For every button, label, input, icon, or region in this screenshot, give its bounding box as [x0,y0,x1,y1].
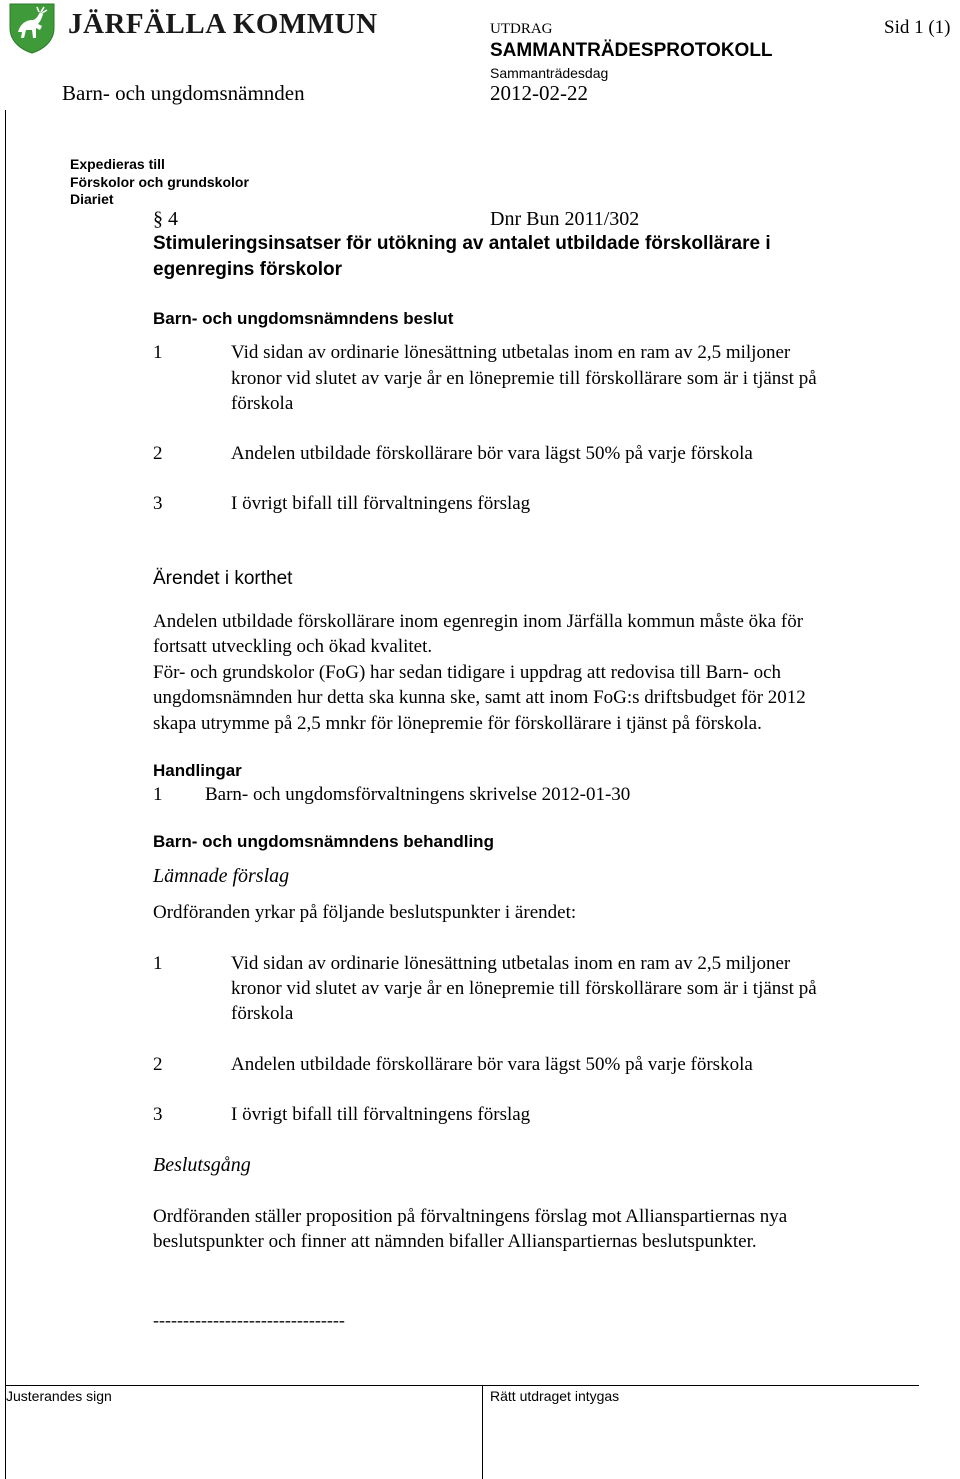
decision-point-text: I övrigt bifall till förvaltningens förslag [231,493,531,514]
decision-point-text: kronor vid slutet av varje år en lönepremie till förskollärare som är i tjänst på [231,368,817,389]
decision-point-text: Andelen utbildade förskollärare bör vara lägst 50% på varje förskola [231,443,753,464]
proposal-point-number: 2 [153,1054,163,1075]
extract-label: UTDRAG [490,21,553,37]
municipality-name: JÄRFÄLLA KOMMUN [68,8,378,40]
footer-divider-line [482,1385,483,1479]
protocol-title: SAMMANTRÄDESPROTOKOLL [490,40,773,61]
procedure-line: beslutspunkter och finner att nämnden bifaller Allianspartiernas beslutspunkter. [153,1231,757,1252]
handling-intro: Ordföranden yrkar på följande beslutspunkter i ärendet: [153,902,577,923]
left-margin-line [5,110,6,1479]
item-title: egenregins förskolor [153,259,342,280]
meeting-date: 2012-02-22 [490,81,588,105]
distribution-recipient: Diariet [70,191,114,207]
page-number: Sid 1 (1) [884,17,951,38]
proposal-point-text: Vid sidan av ordinarie lönesättning utbetalas inom en ram av 2,5 miljoner [231,953,791,974]
proposals-heading: Lämnade förslag [153,865,290,887]
procedure-line: Ordföranden ställer proposition på förvaltningens förslag mot Allianspartiernas nya [153,1206,788,1227]
handling-heading: Barn- och ungdomsnämndens behandling [153,832,494,851]
decision-point-number: 3 [153,493,163,514]
paragraph-number: § 4 [153,208,178,230]
footer-top-line [5,1385,919,1386]
summary-line: För- och grundskolor (FoG) har sedan tidigare i uppdrag att redovisa till Barn- och [153,662,782,683]
coat-of-arms-logo [6,2,58,54]
proposal-point-text: I övrigt bifall till förvaltningens förslag [231,1104,531,1125]
summary-line: fortsatt utveckling och ökad kvalitet. [153,636,433,657]
document-item: Barn- och ungdomsförvaltningens skrivelse 2012-01-30 [205,784,631,805]
proposal-point-text: Andelen utbildade förskollärare bör vara lägst 50% på varje förskola [231,1054,753,1075]
decision-point-number: 1 [153,342,163,363]
documents-heading: Handlingar [153,761,242,780]
proposal-point-number: 1 [153,953,163,974]
summary-line: ungdomsnämnden hur detta ska kunna ske, samt att inom FoG:s driftsbudget för 2012 [153,687,806,708]
signature-label: Justerandes sign [6,1388,112,1404]
decision-heading: Barn- och ungdomsnämndens beslut [153,309,454,328]
decision-point-text: Vid sidan av ordinarie lönesättning utbetalas inom en ram av 2,5 miljoner [231,342,791,363]
summary-line: skapa utrymme på 2,5 mnkr för lönepremie för förskollärare i tjänst på förskola. [153,713,762,734]
certified-label: Rätt utdraget intygas [490,1388,620,1404]
session-date-label: Sammanträdesdag [490,65,609,81]
proposal-point-text: förskola [231,1003,294,1024]
distribution-recipient: Förskolor och grundskolor [70,174,249,190]
distribution-title: Expedieras till [70,156,165,172]
proposal-point-text: kronor vid slutet av varje år en lönepremie till förskollärare som är i tjänst på [231,978,817,999]
summary-heading: Ärendet i korthet [153,568,293,589]
decision-point-number: 2 [153,443,163,464]
decision-point-text: förskola [231,393,294,414]
document-number: 1 [153,784,163,805]
committee-name: Barn- och ungdomsnämnden [62,81,305,105]
procedure-heading: Beslutsgång [153,1154,251,1176]
case-number: Dnr Bun 2011/302 [490,208,640,230]
summary-line: Andelen utbildade förskollärare inom egenregin inom Järfälla kommun måste öka för [153,611,804,632]
proposal-point-number: 3 [153,1104,163,1125]
item-title: Stimuleringsinsatser för utökning av antalet utbildade förskollärare i [153,233,771,254]
separator: -------------------------------- [153,1310,345,1330]
